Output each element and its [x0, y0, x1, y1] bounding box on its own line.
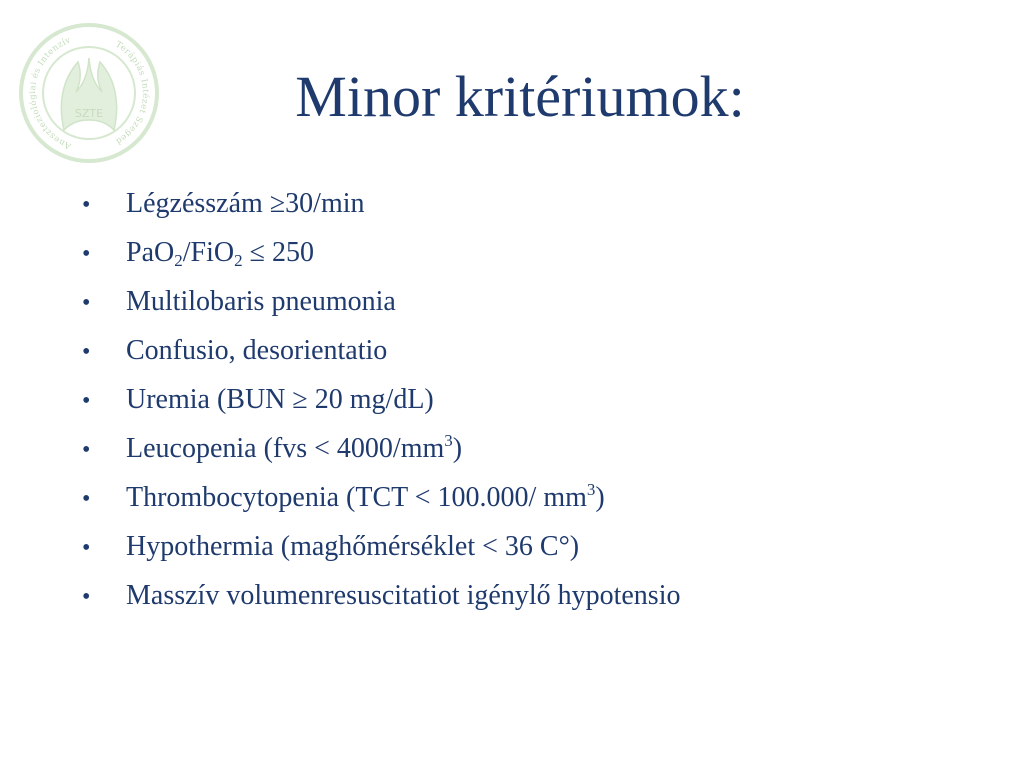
bullet-text: Légzésszám ≥30/min	[126, 188, 365, 219]
bullet-dot: •	[82, 290, 91, 316]
bullet-item	[82, 433, 982, 482]
bullet-list	[82, 188, 982, 629]
slide-title: Minor kritériumok:	[295, 64, 745, 129]
bullet-dot: •	[82, 339, 91, 365]
bullet-text: Masszív volumenresuscitatiot igénylő hypotensio	[126, 580, 681, 611]
bullet-dot: •	[82, 486, 91, 512]
bullet-item	[82, 335, 982, 384]
bullet-text: Confusio, desorientatio	[126, 335, 388, 366]
bullet-item	[82, 188, 982, 237]
bullet-item	[82, 286, 982, 335]
bullet-item	[82, 384, 982, 433]
logo-ring-text-left: Aneszteziológiai és Intenzív	[27, 35, 73, 151]
bullet-item	[82, 482, 982, 531]
bullet-text: Uremia (BUN ≥ 20 mg/dL)	[126, 384, 434, 415]
bullet-item	[82, 237, 982, 286]
bullet-dot: •	[82, 584, 91, 610]
bullet-text: Multilobaris pneumonia	[126, 286, 396, 317]
bullet-text: Thrombocytopenia (TCT < 100.000/ $mm^3$)	[126, 480, 605, 513]
bullet-dot: •	[82, 192, 91, 218]
bullet-dot: •	[82, 535, 91, 561]
bullet-text: Hypothermia (maghőmérséklet < 36 C°)	[126, 531, 580, 562]
logo-center-text: SZTE	[74, 107, 104, 120]
bullet-dot: •	[82, 388, 91, 414]
bullet-item	[82, 580, 982, 629]
bullet-text: PaO$_2$/FiO$_2$ ≤ 250	[126, 237, 314, 270]
logo-ring-text-right: Terápiás Intézet Szeged	[113, 39, 151, 147]
bullet-item	[82, 531, 982, 580]
bullet-text: Leucopenia $(fvs < 4000/mm^3)$	[126, 431, 463, 464]
bullet-dot: •	[82, 437, 91, 463]
bullet-dot: •	[82, 241, 91, 267]
szte-seal-icon	[18, 22, 160, 164]
